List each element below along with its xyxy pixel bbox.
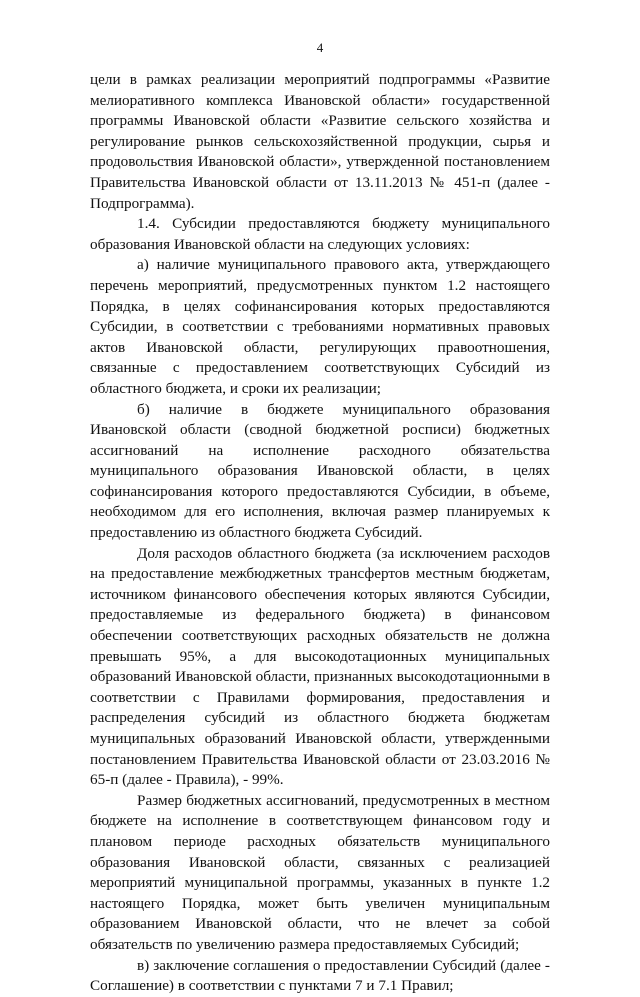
paragraph-1-4-conditions: 1.4. Субсидии предоставляются бюджету муниципального образования Ивановской области на следующих условиях: bbox=[90, 215, 550, 253]
paragraph-budget-share: Доля расходов областного бюджета (за исключением расходов на предоставление межбюджетных трансфертов местным бюджетам, источником финансового обеспечения которых являются Субсидии, предоставляемые из федерального бюджета) в финансовом обеспечении соответствующих расходных обязательств не должна превышать 95%, а для высокодотационных муниципальных образований Ивановской области, признанных высокодотационными в соответствии с Правилами формирования, предоставления и распределения субсидий из областного бюджета бюджетам муниципальных образований Ивановской области, утвержденными постановлением Правительства Ивановской области от 23.03.2016 № 65-п (далее - Правила), - 99%. bbox=[90, 544, 550, 789]
paragraph-condition-b: б) наличие в бюджете муниципального образования Ивановской области (сводной бюджетной росписи) бюджетных ассигнований на исполнение расходного обязательства муниципального образования Ивановской области, в целях софинансирования которого предоставляются Субсидии, в объеме, необходимом для его исполнения, включая размер планируемых к предоставлению из областного бюджета Субсидий. bbox=[90, 400, 550, 542]
paragraph-condition-a: а) наличие муниципального правового акта, утверждающего перечень мероприятий, предусмотренных пунктом 1.2 настоящего Порядка, в целях софинансирования которых предоставляются Субсидии, в соответствии с требованиями нормативных правовых актов Ивановской области, регулирующих правоотношения, связанные с предоставлением соответствующих Субсидий из областного бюджета, и сроки их реализации; bbox=[90, 256, 550, 397]
paragraph-condition-v: в) заключение соглашения о предоставлении Субсидий (далее - Соглашение) в соответствии с пунктами 7 и 7.1 Правил; bbox=[90, 956, 550, 995]
document-body bbox=[90, 70, 550, 997]
paragraph-allocation-size: Размер бюджетных ассигнований, предусмотренных в местном бюджете на исполнение в соответствующем финансовом году и плановом периоде расходных обязательств муниципального образования Ивановской области, связанных с реализацией мероприятий муниципальной программы, указанных в пункте 1.2 настоящего Порядка, может быть увеличен муниципальным образованием Ивановской области, что не влечет за собой обязательств по увеличению размера предоставляемых Субсидий; bbox=[90, 791, 550, 953]
page-number: 4 bbox=[316, 40, 324, 55]
paragraph-goal-continuation: цели в рамках реализации мероприятий подпрограммы «Развитие мелиоративного комплекса Ивановской области» государственной программы Ивановской области «Развитие сельского хозяйства и регулирование рынков сельскохозяйственной продукции, сырья и продовольствия Ивановской области», утвержденной постановлением Правительства Ивановской области от 13.11.2013 № 451-п (далее - Подпрограмма). bbox=[90, 71, 550, 212]
